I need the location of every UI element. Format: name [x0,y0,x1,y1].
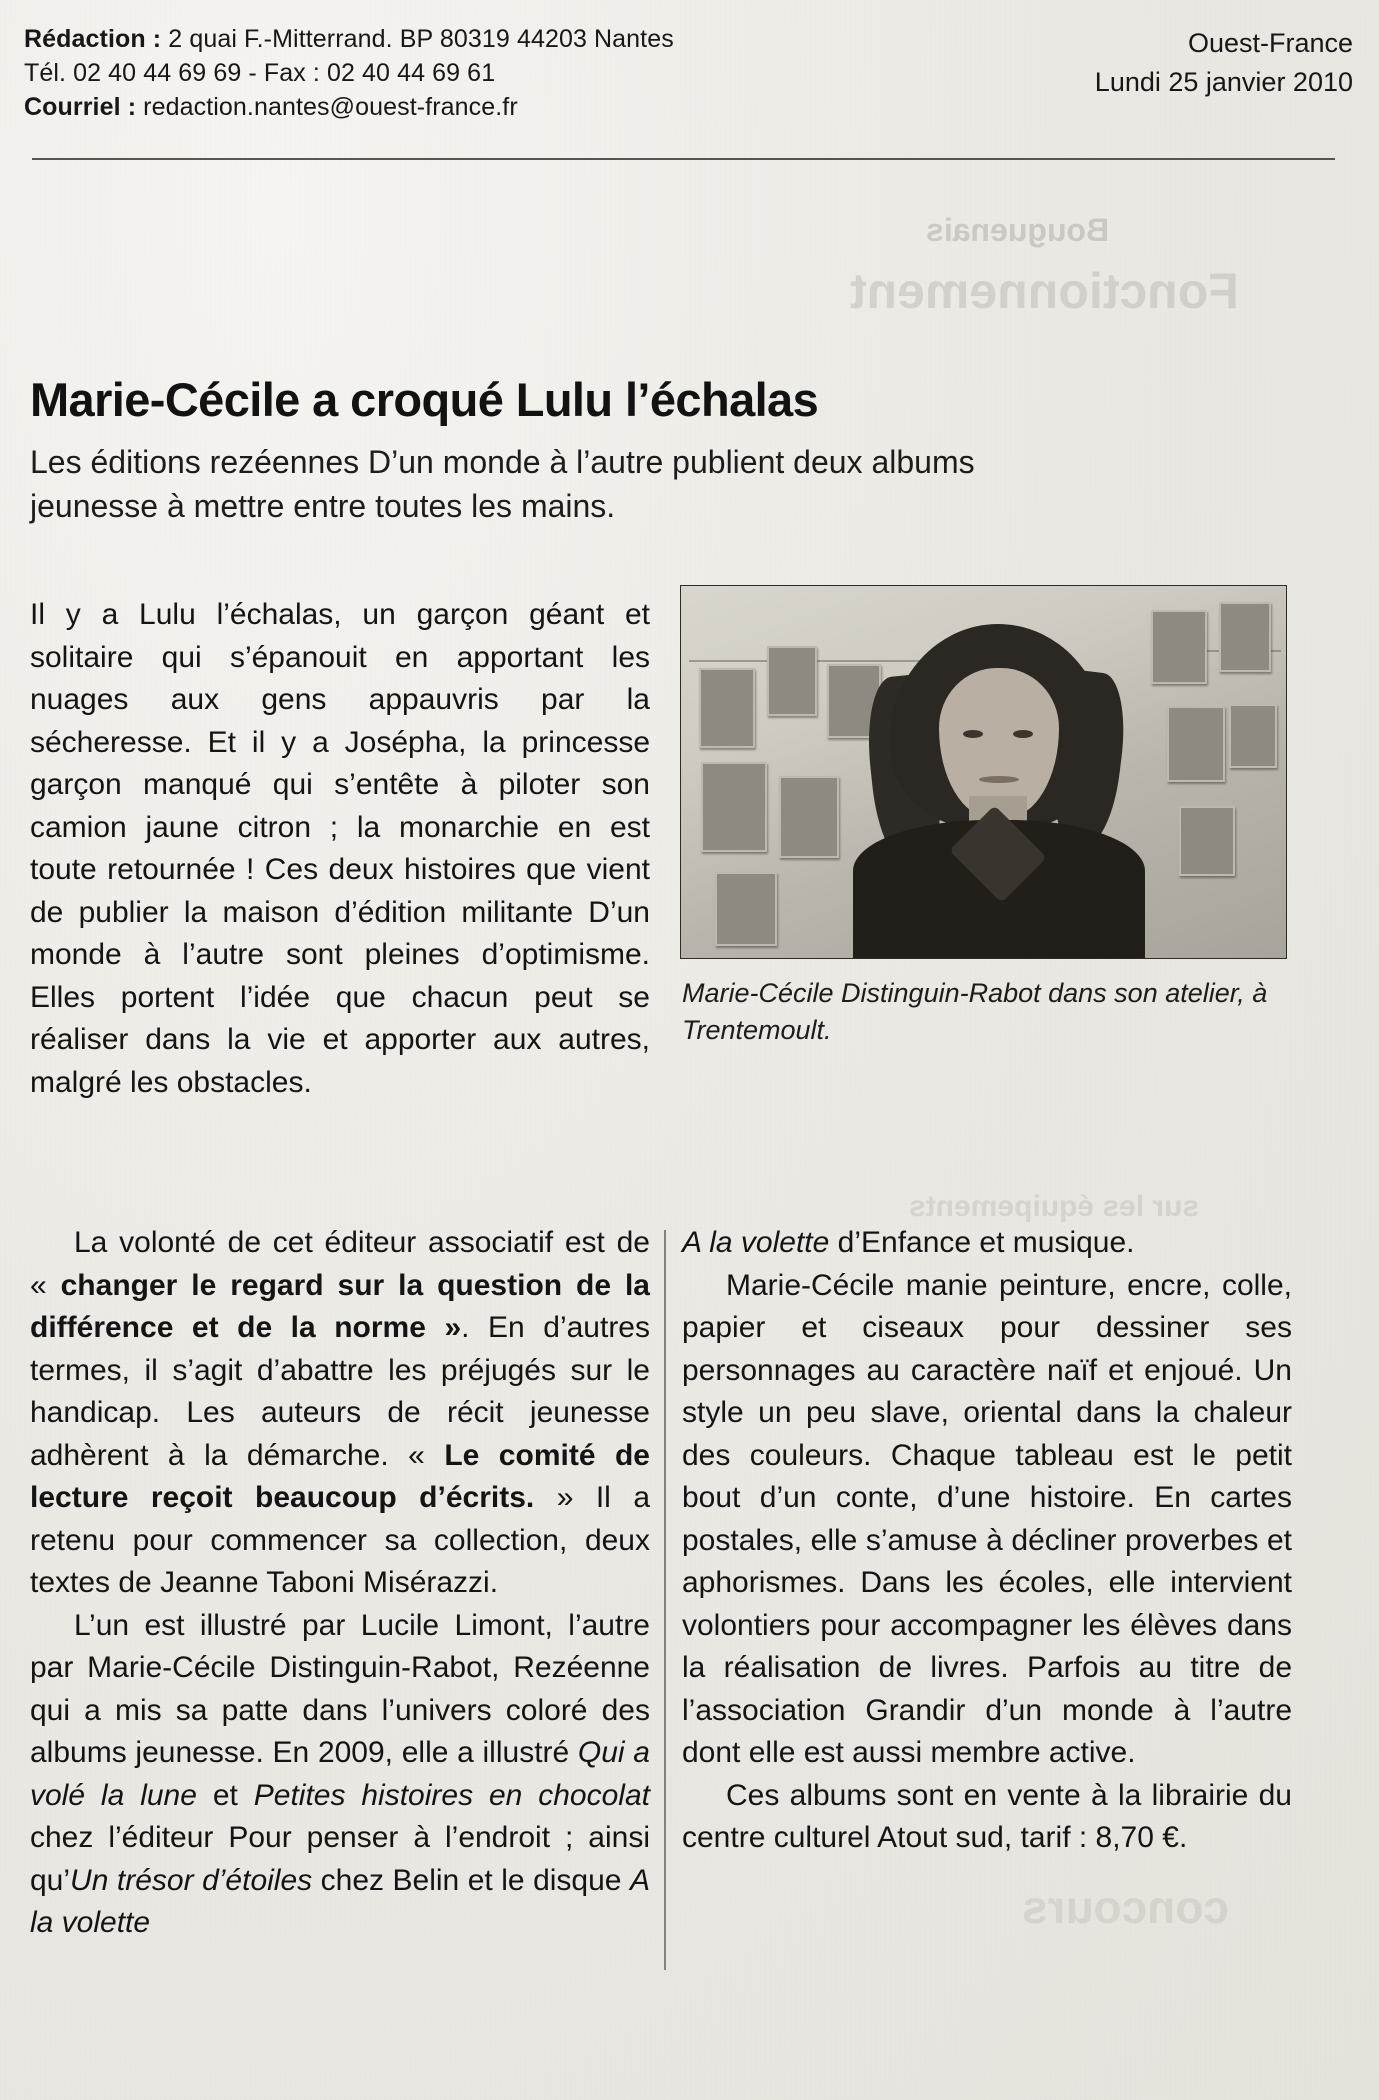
photo-card [1229,704,1277,768]
p3-e: d’Enfance et musique. [829,1226,1135,1259]
courriel-label: Courriel : [24,93,137,121]
photo-card [1219,602,1271,672]
article-photo [680,585,1287,959]
redaction-label: Rédaction : [24,25,162,53]
masthead-divider [32,158,1335,160]
telephone-line: Tél. 02 40 44 69 69 - Fax : 02 40 44 69 61 [24,59,496,87]
p3-title-2: Petites histoires en chocolat [253,1778,650,1812]
p3-title-4-cont: A la volette [682,1226,830,1259]
photo-card [699,668,755,748]
photo-card [767,646,817,716]
p3-c: chez l’éditeur Pour penser à l’endroit ; ainsi qu’ [30,1821,650,1897]
courriel-value: redaction.nantes@ouest-france.fr [136,93,518,121]
article-column-left-bottom [30,1222,650,1945]
p2-mid: . En d’autres termes, il s’agit d’abattre les préjugés sur le handicap. Les auteurs de récit jeunesse adhèrent à la démarche. « [30,1311,650,1472]
p2-bold-quote-2: Le comité de lecture reçoit beaucoup d’écrits. [30,1438,650,1514]
paragraph-4: Marie-Cécile manie peinture, encre, colle, papier et ciseaux pour dessiner ses personnages au caractère naïf et enjoué. Un style un peu slave, oriental dans la chaleur des couleurs. Chaque tableau est le petit bout d’un conte, d’une histoire. En cartes postales, elle s’amuse à décliner proverbes et aphorismes. Dans les écoles, elle intervient volontiers pour accompagner les élèves dans la réalisation de livres. Parfois au titre de l’association Grandir d’un monde à l’autre dont elle est aussi membre active. [682,1268,1292,1769]
photo-subject-person [851,624,1151,959]
p3-title-1: Qui a volé la lune [30,1736,650,1812]
masthead-rule-wrap [32,22,1335,162]
photo-card [779,776,839,858]
paragraph-2 [30,1222,650,1605]
redaction-value: 2 quai F.-Mitterrand. BP 80319 44203 Nantes [161,25,674,53]
bleedthrough-text-1: Bouguenais [925,212,1109,248]
article-headline: Marie-Cécile a croqué Lulu l’échalas [30,373,819,426]
p2-end: » Il a retenu pour commencer sa collection, deux textes de Jeanne Taboni Misérazzi. [30,1481,650,1599]
publication-date: Lundi 25 janvier 2010 [1094,67,1353,97]
photo-card [1179,806,1235,876]
photo-card [701,762,767,852]
eye-left [963,730,983,738]
p3-title-3: Un trésor d’étoiles [70,1863,313,1897]
column-divider [664,1230,666,1970]
photo-caption: Marie-Cécile Distinguin-Rabot dans son atelier, à Trentemoult. [682,978,1268,1045]
p2-bold-quote: changer le regard sur la question de la différence et de la norme » [30,1268,650,1344]
eye-right [1013,730,1033,738]
article-column-right [682,1222,1292,1860]
article-column-left-top [30,594,650,1104]
photo-card [1151,610,1207,684]
paper-name: Ouest-France [1187,28,1353,58]
paragraph-3 [30,1605,650,1945]
mouth [979,776,1019,783]
photo-card [715,872,777,946]
masthead [24,22,1353,126]
article-standfirst: Les éditions rezéennes D’un monde à l’autre publient deux albums jeunesse à mettre entre toutes les mains. [30,444,975,524]
p3-d: chez Belin et le disque [312,1863,630,1897]
photo-background [681,586,1286,958]
bleedthrough-text-4: concours [1021,1881,1229,1933]
p3-b: et [196,1778,254,1812]
p2-pre: La volonté de cet éditeur associatif est de « [30,1226,650,1302]
bleedthrough-text-2: Fonctionnement [850,263,1239,319]
p3-a: L’un est illustré par Lucile Limont, l’autre par Marie-Cécile Distinguin-Rabot, Rezéenne qui a mis sa patte dans l’univers coloré des albums jeunesse. En 2009, elle a illustré [30,1608,650,1769]
paragraph-1: Il y a Lulu l’échalas, un garçon géant et solitaire qui s’épanouit en apportant les nuages aux gens appauvris par la sécheresse. Et il y a Josépha, la princesse garçon manqué qui s’entête à piloter son camion jaune citron ; la monarchie en est toute retournée ! Ces deux histoires que vient de publier la maison d’édition militante D’un monde à l’autre sont pleines d’optimisme. Elles portent l’idée que chacun peut se réaliser dans la vie et apporter aux autres, malgré les obstacles. [30,598,650,1099]
p3-title-4: A la volette [30,1863,650,1939]
bleedthrough-text-3: sur les équipements [908,1190,1199,1223]
paragraph-5: Ces albums sont en vente à la librairie du centre culturel Atout sud, tarif : 8,70 €. [682,1778,1292,1854]
photo-card [1167,706,1225,782]
paragraph-3-continued [682,1222,1292,1265]
